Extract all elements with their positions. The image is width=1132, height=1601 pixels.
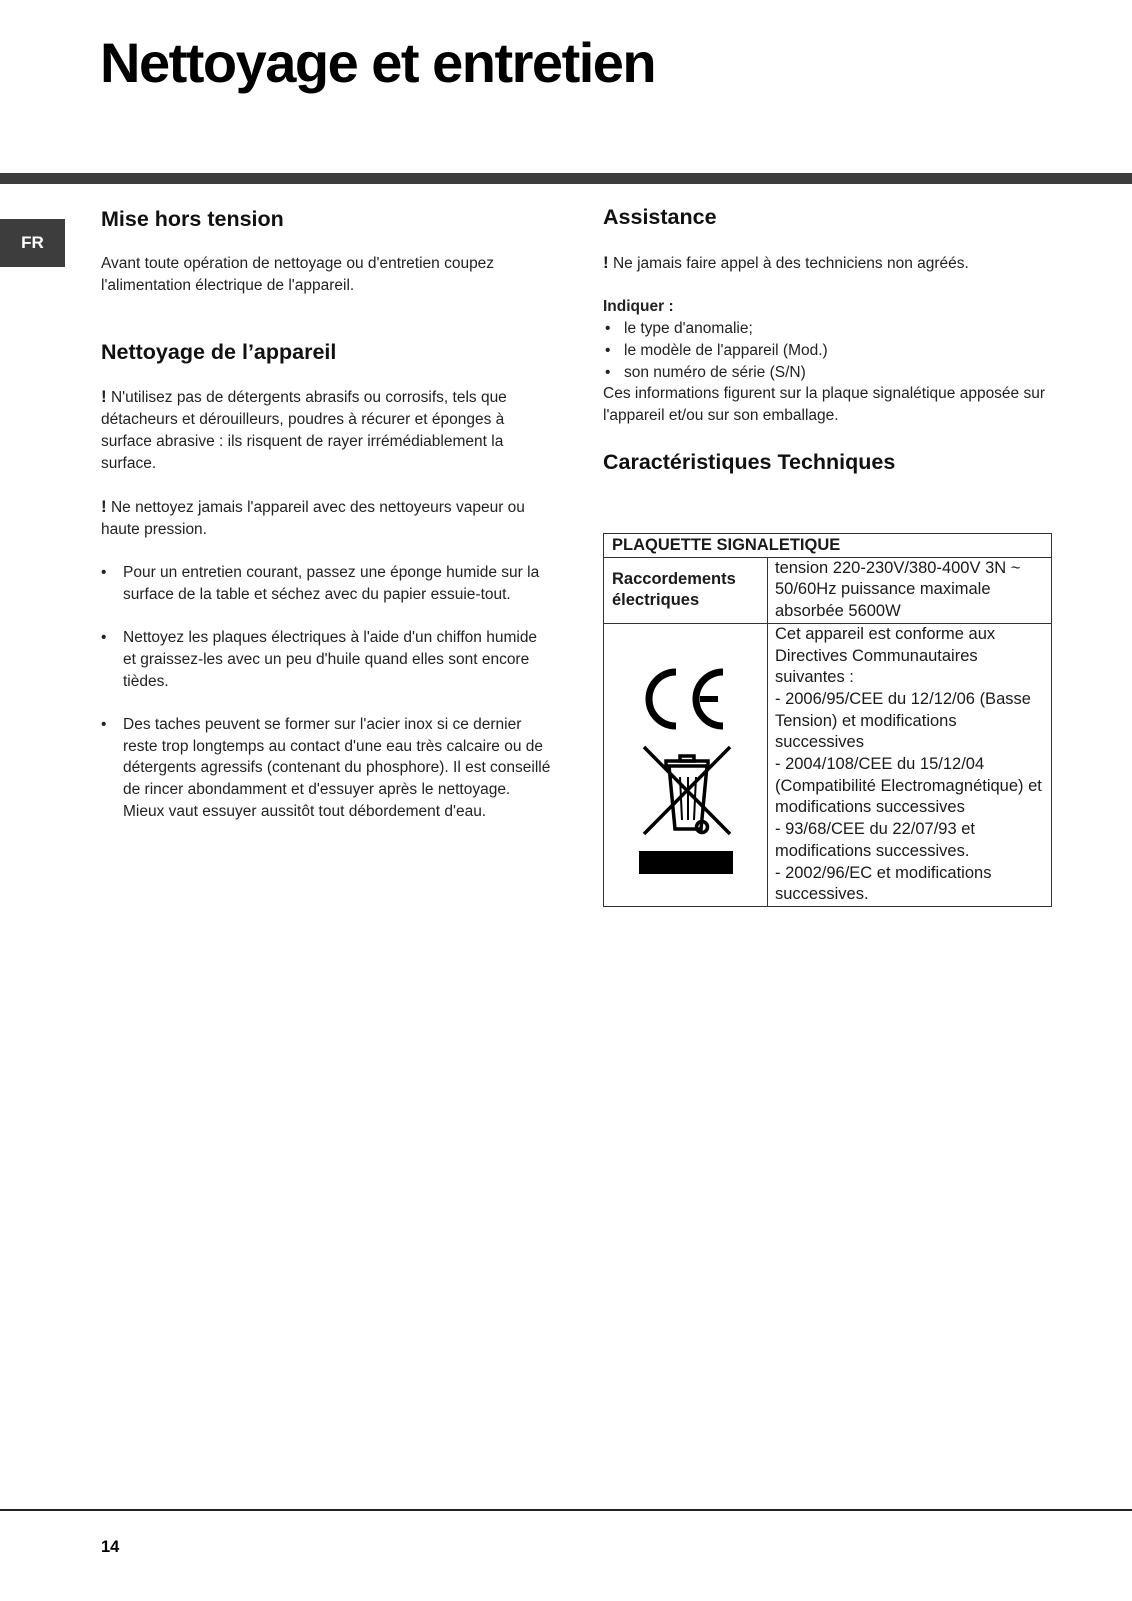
indicate-label: Indiquer : <box>603 298 674 316</box>
table-header: PLAQUETTE SIGNALETIQUE <box>604 534 1052 558</box>
list-item: • Nettoyez les plaques électriques à l'aide d'un chiffon humide et graissez-les avec un peu d'huile quand elles sont encore tièdes. <box>101 627 551 692</box>
table-cell-value: tension 220-230V/380-400V 3N ~ 50/60Hz puissance maximale absorbée 5600W <box>768 557 1052 623</box>
section-heading-specs: Caractéristiques Techniques <box>603 449 896 474</box>
left-column <box>101 205 551 822</box>
page-number: 14 <box>101 1538 120 1556</box>
weee-bar-icon <box>639 851 733 874</box>
section-heading-cleaning: Nettoyage de l’appareil <box>101 340 337 365</box>
assistance-list <box>603 318 1053 383</box>
weee-bin-icon <box>644 747 730 834</box>
warning-text: N'utilisez pas de détergents abrasifs ou corrosifs, tels que détacheurs et dérouilleurs, poudres à récurer et éponges à surface abrasive : ils risquent de rayer irrémédiablement la surface. <box>101 389 507 472</box>
assistance-warning <box>603 252 1053 275</box>
table-row <box>604 557 1052 623</box>
section-heading-assistance: Assistance <box>603 205 717 229</box>
warning-icon: ! <box>603 253 609 272</box>
table-cell-label: Raccordements électriques <box>604 557 768 623</box>
footer-rule <box>0 1509 1132 1511</box>
table-row <box>604 534 1052 558</box>
list-item: • le modèle de l'appareil (Mod.) <box>603 340 1053 362</box>
title-rule <box>0 173 1132 184</box>
language-tab: FR <box>0 219 65 267</box>
section-heading-power-off: Mise hors tension <box>101 207 284 231</box>
cleaning-tips-list <box>101 562 551 822</box>
power-off-text: Avant toute opération de nettoyage ou d'entretien coupez l'alimentation électrique de l'appareil. <box>101 255 495 294</box>
warning-text: Ne jamais faire appel à des techniciens non agréés. <box>608 255 969 272</box>
table-cell-value: Cet appareil est conforme aux Directives Communautaires suivantes : - 2006/95/CEE du 12/12/06 (Basse Tension) et modifications successives - 2004/108/CEE du 15/12/04 (Compatibilité Electromagnétique) et modifications successives - 93/68/CEE du 22/07/93 et modifications successives. - 2002/96/EC et modifications successives. <box>768 623 1052 906</box>
list-item: • Pour un entretien courant, passez une éponge humide sur la surface de la table et séchez avec du papier essuie-tout. <box>101 562 551 605</box>
warning-icon: ! <box>101 496 107 516</box>
warning-text: Ne nettoyez jamais l'appareil avec des nettoyeurs vapeur ou haute pression. <box>101 498 525 538</box>
logo-cell <box>604 623 768 906</box>
page-title: Nettoyage et entretien <box>100 31 656 94</box>
right-column <box>603 205 1053 475</box>
table-row <box>604 623 1052 906</box>
rating-plate-table <box>603 533 1052 907</box>
assistance-note: Ces informations figurent sur la plaque signalétique apposée sur l'appareil et/ou sur son emballage. <box>603 385 1046 424</box>
list-item: • le type d'anomalie; <box>603 318 1053 340</box>
warning-icon: ! <box>101 387 107 407</box>
cleaning-warning-1 <box>101 386 551 474</box>
ce-mark-icon <box>649 672 723 726</box>
list-item: • son numéro de série (S/N) <box>603 362 1053 384</box>
list-item: • Des taches peuvent se former sur l'acier inox si ce dernier reste trop longtemps au contact d'une eau très calcaire ou de détergents agressifs (contenant du phosphore). Il est conseillé de rincer abondamment et d'essuyer après le nettoyage. Mieux vaut essuyer aussitôt tout débordement d'eau. <box>101 714 551 823</box>
cleaning-warning-2 <box>101 496 551 540</box>
ce-weee-logos <box>636 662 736 892</box>
